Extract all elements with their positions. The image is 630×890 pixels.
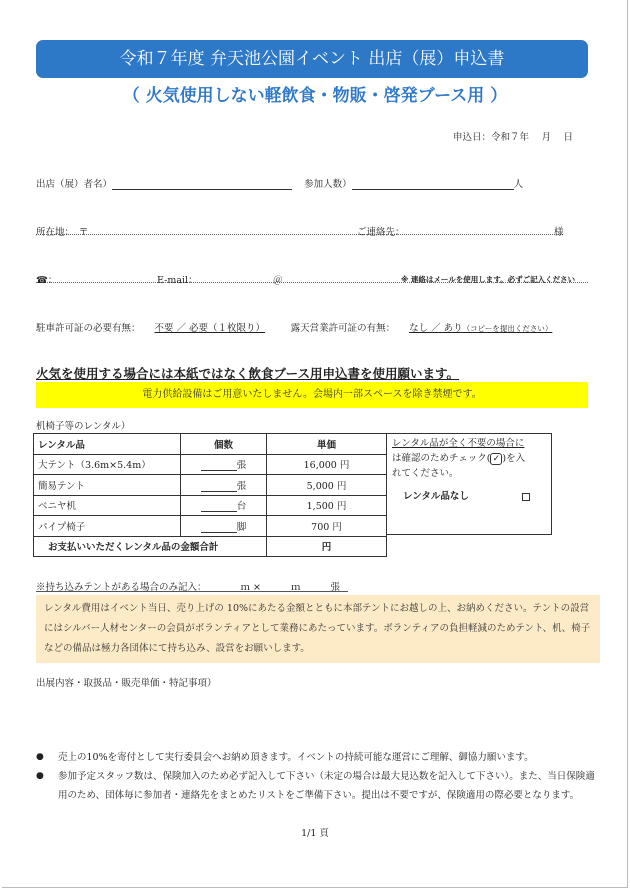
qty-field[interactable] [201,521,237,533]
bullet-icon: ● [36,752,44,762]
bring-in-meter-1: ｍ × [240,582,262,593]
rental-total-label: お支払いいただくレンタル品の金額合計 [34,536,267,557]
email-note: ※ 連絡はメールを使用します。必ずご記入ください [401,275,576,284]
phone-label: ☎： [36,275,58,286]
qty-field[interactable] [201,459,237,471]
qty-unit: 台 [236,501,247,513]
rental-item-name: 大テント（3.6m×5.4m） [34,454,181,475]
rental-header-qty: 個数 [181,434,267,455]
exhibitor-row [36,176,523,190]
outdoor-label: 露天営業許可証の有無： [290,323,396,334]
bullet-icon: ● [36,771,44,781]
rental-item-name: 簡易テント [34,475,181,496]
rental-qty-cell[interactable] [181,454,267,475]
qty-field[interactable] [201,500,237,512]
rental-qty-cell[interactable] [181,475,267,496]
check-icon: ✓ [490,453,502,465]
rental-price: 16,000 円 [267,454,387,475]
email-at: ＠ [273,275,283,286]
rental-table [33,433,387,557]
application-date: 申込日：令和７年 月 日 [453,132,574,143]
notes-list [36,748,596,805]
parking-options[interactable]: 不要 ／ 必要（１枚限り） [154,323,266,334]
power-notice: 電力供給設備はご用意いたしません。会場内一部スペースを除き禁煙です。 [36,382,588,408]
list-item [36,748,596,767]
list-item [36,767,596,805]
address-row [36,224,563,235]
rental-header-row [34,434,387,455]
fire-notice: 火気を使用する場合には本紙ではなく飲食ブース用申込書を使用願います。 [36,366,460,381]
instruction-line-2: は確認のためチェック( [392,453,491,464]
qty-unit: 張 [236,460,247,472]
no-rental-row [392,489,546,504]
bring-in-label: ※持ち込みテントがある場合のみ記入： [36,582,207,593]
email-label: E-mail： [157,275,198,286]
contact-label: ご連絡先： [357,227,405,238]
rental-price: 700 円 [267,516,387,537]
qty-field[interactable] [201,480,237,492]
rental-qty-cell[interactable] [181,495,267,516]
total-unit: 円 [321,542,332,554]
qty-unit: 脚 [236,521,247,533]
rental-qty-cell[interactable] [181,516,267,537]
rental-item-name: ベニヤ机 [34,495,181,516]
participants-unit: 人 [513,179,524,190]
address-label: 所在地： 〒 [36,227,89,238]
note-text: 参加予定スタッフ数は、保険加入のため必ず記入して下さい（未定の場合は最大見込数を記入して下さい）。また、当日保険適用のため、団体毎に参加者・連絡先をまとめたリストをご準備下さい。提出は不要ですが、保険適用の際必要となります。 [58,771,595,801]
form-subtitle: （ 火気使用しない軽飲食・物販・啓発ブース用 ） [122,86,508,106]
rental-price: 5,000 円 [267,475,387,496]
outdoor-options[interactable]: なし ／ あり [409,323,463,334]
table-row [34,454,387,475]
outdoor-note: （コピーを提出ください） [462,324,553,333]
permits-row [36,320,552,334]
no-rental-label: レンタル品なし [403,491,469,502]
instruction-line-4: れてください。 [392,468,459,479]
rental-total-field[interactable] [267,536,387,557]
rental-header-item: レンタル品 [34,434,181,455]
bring-in-unit: 張 [330,582,341,593]
table-row [34,495,387,516]
no-rental-instruction [392,436,546,481]
table-row [34,516,387,537]
bring-in-meter-2: ｍ [291,582,301,593]
rental-fee-info: レンタル費用はイベント当日、売り上げの 10%にあたる金額とともに本部テントにお越しの上、お納めください。テントの設営にはシルバー人材センターの会員がボランティアとして業務にあたっています。ボランティアの負担軽減のためテント、机、椅子などの備品は極力各団体にて持ち込み、設営をお願いします。 [36,595,600,663]
no-rental-checkbox[interactable] [522,493,530,501]
qty-unit: 張 [236,480,247,492]
details-label: 出展内容・取扱品・販売単価・特記事項） [36,678,217,689]
details-field[interactable] [36,690,588,738]
participants-label: 参加人数） [304,179,352,190]
parking-label: 駐車許可証の必要有無： [36,323,141,334]
page-number: 1/1 頁 [301,828,329,839]
instruction-line-1: レンタル品が全く不要の場合に [392,438,525,449]
instruction-line-3: )を入 [502,453,526,464]
form-title: 令和７年度 弁天池公園イベント 出店（展）申込書 [36,40,588,78]
rental-total-row [34,536,387,557]
note-text: 売上の10%を寄付として実行委員会へお納め頂きます。イベントの持続可能な運営にご理解、御協力願います。 [58,752,534,763]
rental-item-name: パイプ椅子 [34,516,181,537]
no-rental-box [386,433,552,535]
exhibitor-name-field[interactable] [112,180,292,190]
rental-price: 1,500 円 [267,495,387,516]
contact-suffix: 様 [554,227,564,238]
exhibitor-label: 出店（展）者名） [36,179,113,190]
address-field[interactable] [36,225,563,235]
participants-field[interactable] [352,180,514,190]
bring-in-underline [36,591,348,592]
rental-section-label: 机椅子等のレンタル） [36,421,131,432]
table-row [34,475,387,496]
rental-header-price: 単価 [267,434,387,455]
